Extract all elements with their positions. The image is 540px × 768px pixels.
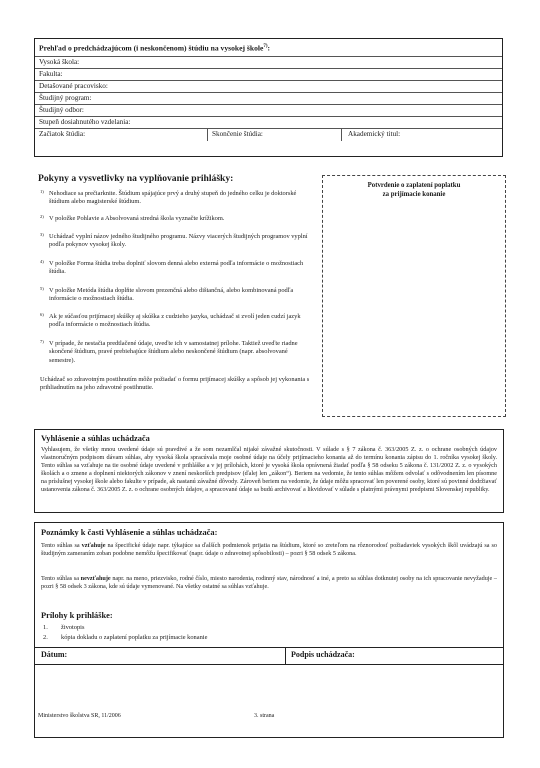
declaration-title: Vyhlásenie a súhlas uchádzača bbox=[41, 434, 150, 443]
instruction-item bbox=[40, 340, 313, 365]
instruction-number: 5) bbox=[40, 286, 44, 291]
field-academic-title-label: Akademický titul: bbox=[348, 130, 401, 138]
field-academic-title[interactable] bbox=[341, 129, 504, 141]
study-dates-row bbox=[35, 129, 502, 141]
instruction-text: V položke Metóda štúdia doplňte slovom prezenčná alebo dištančná, alebo kombinovaná podľa informácie o možnostiach štúdia. bbox=[49, 287, 294, 303]
declaration-section bbox=[34, 429, 504, 513]
instruction-closing-text: Uchádzač so zdravotným postihnutím môže požiadať o formu prijímacej skúšky a spôsob jej vykonania s prihliadnutím na jeho zdravotné postihnutie. bbox=[40, 376, 310, 392]
attachment-number: 2. bbox=[43, 634, 48, 641]
attachment-number: 1. bbox=[43, 624, 48, 631]
instruction-text: Nehodiace sa prečiarknite. Štúdium spájajúce prvý a druhý stupeň do jedného celku je doktorské štúdium alebo magisterské štúdium. bbox=[49, 190, 297, 206]
notes-paragraph-not-applies bbox=[41, 575, 497, 591]
payment-confirmation-box bbox=[322, 175, 506, 417]
instruction-item bbox=[40, 215, 313, 223]
field-university[interactable] bbox=[35, 57, 502, 69]
field-faculty-label: Fakulta: bbox=[39, 70, 63, 78]
notes-title: Poznámky k časti Vyhlásenie a súhlas uchádzača: bbox=[41, 528, 218, 537]
field-study-start-label: Začiatok štúdia: bbox=[39, 130, 86, 138]
signature-row bbox=[35, 647, 503, 665]
notes-p2-start: Tento súhlas sa bbox=[41, 575, 81, 582]
instruction-closing bbox=[40, 376, 313, 393]
instruction-item bbox=[40, 233, 313, 250]
payment-confirmation-title bbox=[323, 181, 505, 199]
field-detached-workplace-label: Detašované pracovisko: bbox=[39, 82, 108, 90]
field-study-field[interactable] bbox=[35, 105, 502, 117]
field-study-field-label: Študijný odbor: bbox=[39, 106, 84, 114]
instruction-text: V položke Forma štúdia treba doplniť slovom denná alebo externá podľa informácie o možnostiach štúdia. bbox=[49, 260, 304, 276]
field-detached-workplace[interactable] bbox=[35, 81, 502, 93]
previous-study-table bbox=[34, 38, 503, 157]
instruction-text: Ak je súčasťou prijímacej skúšky aj skúška z cudzieho jazyka, uchádzač si zvolí jeden cudzí jazyk podľa informácie o možnostiach štúdia. bbox=[49, 313, 301, 329]
attachment-text: kópia dokladu o zaplatení poplatku za prijímacie konanie bbox=[61, 634, 208, 641]
notes-paragraph-applies bbox=[41, 542, 497, 558]
notes-section bbox=[34, 522, 504, 738]
attachments-title: Prílohy k prihláške: bbox=[41, 611, 113, 620]
field-study-end[interactable] bbox=[207, 129, 341, 141]
payment-title-line1: Potvrdenie o zaplatení poplatku bbox=[367, 182, 461, 189]
payment-title-line2: za prijímacie konanie bbox=[382, 191, 446, 198]
previous-study-title bbox=[35, 39, 502, 57]
signature-field[interactable]: Podpis uchádzača: bbox=[291, 650, 355, 659]
instruction-text: Uchádzač vyplní názov jedného študijného programu. Názvy viacerých študijných programov vyplní podľa pokynov vysokej školy. bbox=[49, 233, 308, 249]
field-faculty[interactable] bbox=[35, 69, 502, 81]
instruction-item bbox=[40, 260, 313, 277]
date-field[interactable]: Dátum: bbox=[41, 650, 68, 659]
footer-page-number: 3. strana bbox=[254, 713, 275, 719]
instruction-number: 7) bbox=[40, 339, 44, 344]
instruction-number: 2) bbox=[40, 214, 44, 219]
field-study-start[interactable] bbox=[35, 129, 207, 141]
instruction-text: V prípade, že nestačia predtlačené údaje, uveďte ich v samostatnej prílohe. Taktiež uveďte riadne skončené štúdium, pravé prebiehajúce štúdium alebo neskončené štúdium (napr. absolvované semestre). bbox=[49, 340, 298, 364]
instruction-number: 6) bbox=[40, 312, 44, 317]
footer-ministry: Ministerstvo školstva SR, 11/2006 bbox=[38, 713, 121, 719]
notes-p1-rest: na špecifické údaje napr. týkajúce sa ďalších podmienok prijatia na štúdium, ktoré so zreteľom na rôznorodosť požiadaviek vysokých škôl uvádzajú sa so študijným zameraním zoban podobne nemôžu špecifikovať (napr. údaje o zdravotnej spôsobilosti) – pozri § 58 odsek 5 zákona. bbox=[41, 542, 497, 558]
attachment-text: životopis bbox=[61, 624, 85, 631]
field-university-label: Vysoká škola: bbox=[39, 58, 80, 66]
instruction-item bbox=[40, 287, 313, 304]
field-study-program[interactable] bbox=[35, 93, 502, 105]
instruction-number: 3) bbox=[40, 232, 44, 237]
previous-study-title-footnote: 7) bbox=[263, 44, 268, 49]
instruction-number: 4) bbox=[40, 259, 44, 264]
instruction-item bbox=[40, 190, 313, 207]
instruction-number: 1) bbox=[40, 189, 44, 194]
previous-study-title-text: Prehľad o predchádzajúcom (i neskončenom) štúdiu na vysokej škole bbox=[39, 43, 264, 53]
field-education-level[interactable] bbox=[35, 117, 502, 129]
notes-p2-bold: nevzťahuje bbox=[80, 575, 111, 582]
previous-study-title-colon: : bbox=[267, 43, 271, 53]
field-study-end-label: Skončenie štúdia: bbox=[212, 130, 263, 138]
attachment-item bbox=[43, 634, 207, 641]
field-study-program-label: Študijný program: bbox=[39, 94, 92, 102]
field-education-level-label: Stupeň dosiahnutého vzdelania: bbox=[39, 118, 131, 126]
notes-p1-bold: vzťahuje bbox=[81, 542, 106, 549]
instructions-title: Pokyny a vysvetlivky na vyplňovanie prihlášky: bbox=[38, 173, 234, 184]
instruction-item bbox=[40, 313, 313, 330]
notes-p1-start: Tento súhlas sa bbox=[41, 542, 82, 549]
attachment-item bbox=[43, 624, 84, 631]
notes-p2-rest: napr. na meno, priezvisko, rodné číslo, miesto narodenia, rodinný stav, národnosť a iné, a preto sa súhlas dotknutej osoby na ich spracovanie nevyžaduje – pozri § 58 odsek 3 zákona, kde sú údaje vymenované. Na všetky ostatné sa súhlas vzťahuje. bbox=[41, 575, 498, 591]
signature-divider bbox=[285, 648, 286, 664]
declaration-text: Vyhlasujem, že všetky mnou uvedené údaje sú pravdivé a že som nezamlčal nijaké závažné skutočnosti. V súlade s § 7 zákona č. 363/2005 Z. z. o ochrane osobných údajov vlastnoručným podpisom dávam súhlas, aby vysoká škola spracúvala moje osobné údaje na účely prijímacieho konania až do termínu konania zápisu do 1. ročníka vysokej školy. Tento súhlas sa vzťahuje na tie osobné údaje uvedené v prihláške a v jej prílohách, ktoré je vysoká škola oprávnená žiadať podľa § 58 odseku 5 zákona č. 131/2002 Z. z. o vysokých školách a o zmene a doplnení niektorých zákonov v znení neskorších predpisov (ďalej len „zákon“). Beriem na vedomie, že tento súhlas môžem odvolať s odôvodnením len písomne na príslušnej vysokej škole alebo fakulte v prípade, ak nastanú závažné dôvody. Zároveň beriem na vedomie, že údaje môžu spracovať len poverené osoby, ktoré sú povinné dodržiavať ustanovenia zákona č. 363/2005 Z. z. o ochrane osobných údajov, a spracované údaje sa budú archivovať a likvidovať v súlade s platnými právnymi predpismi Slovenskej republiky. bbox=[41, 446, 497, 494]
instruction-text: V položke Pohlavie a Absolvovaná stredná škola vyznačte krížikom. bbox=[49, 215, 225, 222]
